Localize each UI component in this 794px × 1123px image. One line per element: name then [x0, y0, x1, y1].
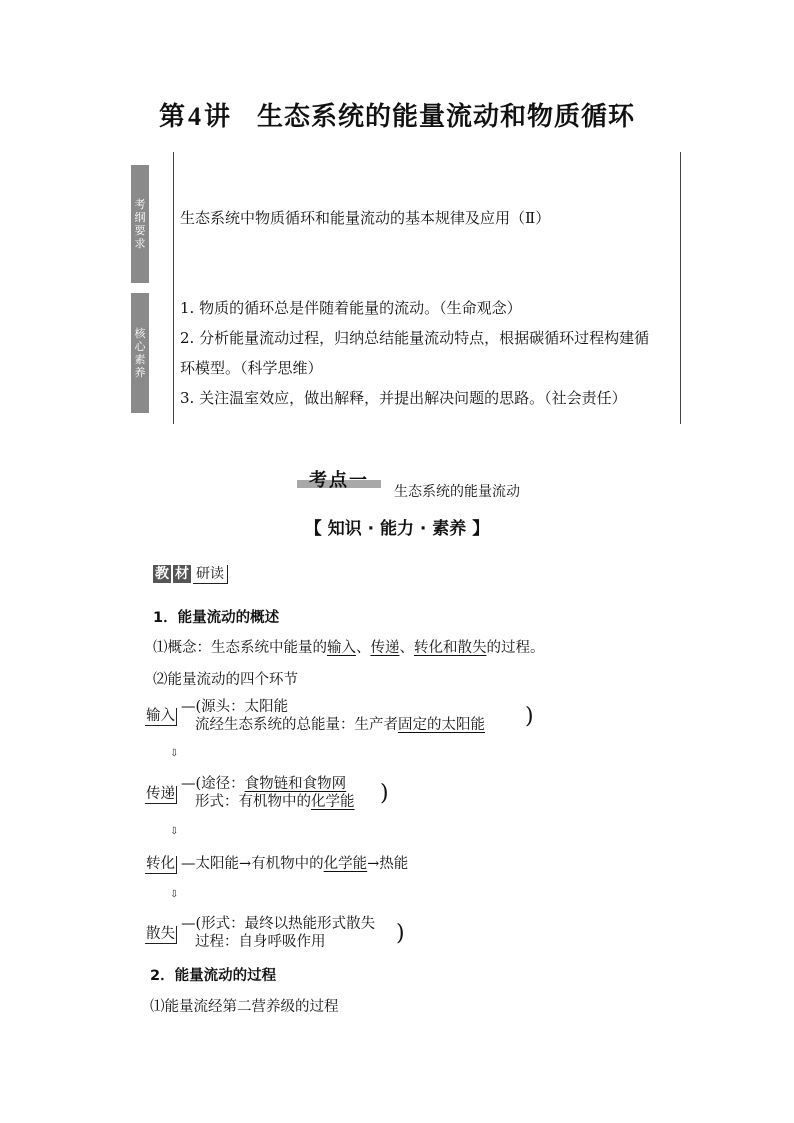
down-arrow-icon: ⇩	[170, 889, 179, 900]
concept-line: ⑴概念：生态系统中能量的输入、传递、转化和散失的过程。	[153, 640, 545, 656]
four-stages-heading: ⑵能量流动的四个环节	[153, 672, 298, 688]
exam-requirement-label: 考纲要求	[131, 165, 149, 283]
section-heading: 1．能量流动的概述	[153, 610, 280, 626]
badge-char-2: 材	[175, 566, 189, 582]
transfer-brace: —(途径：食物链和食物网	[181, 776, 347, 792]
title-prefix: 第	[158, 102, 186, 132]
input-line-2: 流经生态系统的总能量：生产者固定的太阳能	[195, 717, 485, 733]
badge-plain: 研读	[193, 565, 228, 584]
transfer-line-2: 形式：有机物中的化学能	[195, 794, 355, 810]
subsection-line: ⑴能量流经第二营养级的过程	[150, 999, 339, 1015]
down-arrow-icon: ⇩	[170, 748, 179, 759]
knowledge-header: 【 知识 · 能力 · 素养 】	[304, 519, 490, 539]
textbook-reading-badge	[153, 563, 228, 587]
core-literacy-item: 3. 关注温室效应，做出解释，并提出解决问题的思路。（社会责任）	[180, 389, 627, 407]
stage-tag-input: 输入	[146, 708, 175, 724]
kaodian-badge	[297, 466, 381, 492]
stage-tag-dissipate: 散失	[146, 926, 175, 942]
stage-tag-convert: 转化	[146, 856, 175, 872]
dissipate-line-2: 过程：自身呼吸作用	[195, 934, 326, 950]
title-text: 生态系统的能量流动和物质循环	[257, 102, 636, 132]
badge-char-1: 教	[155, 566, 169, 582]
dissipate-brace: —(形式：最终以热能形式散失	[181, 916, 376, 932]
core-literacy-item: 1. 物质的循环总是伴随着能量的流动。（生命观念）	[180, 299, 522, 317]
input-brace: —(源头：太阳能	[181, 699, 289, 715]
section-heading: 2．能量流动的过程	[150, 968, 277, 984]
core-literacy-label: 核心素养	[131, 293, 149, 413]
title-suffix: 讲	[203, 102, 231, 132]
kaodian-title: 生态系统的能量流动	[394, 484, 520, 500]
core-literacy-item: 2. 分析能量流动过程，归纳总结能量流动特点，根据碳循环过程构建循	[180, 329, 650, 347]
exam-requirement-text: 生态系统中物质循环和能量流动的基本规律及应用（Ⅱ）	[180, 209, 551, 227]
page-title	[0, 96, 794, 133]
table-left-border	[173, 152, 174, 424]
table-right-border	[680, 152, 681, 424]
kaodian-label: 考点一	[309, 470, 369, 491]
title-number: 4	[187, 102, 202, 131]
core-literacy-item: 环模型。（科学思维）	[180, 359, 323, 377]
stage-tag-transfer: 传递	[146, 786, 175, 802]
down-arrow-icon: ⇩	[170, 826, 179, 837]
convert-line: —太阳能→有机物中的化学能→热能	[181, 856, 409, 872]
